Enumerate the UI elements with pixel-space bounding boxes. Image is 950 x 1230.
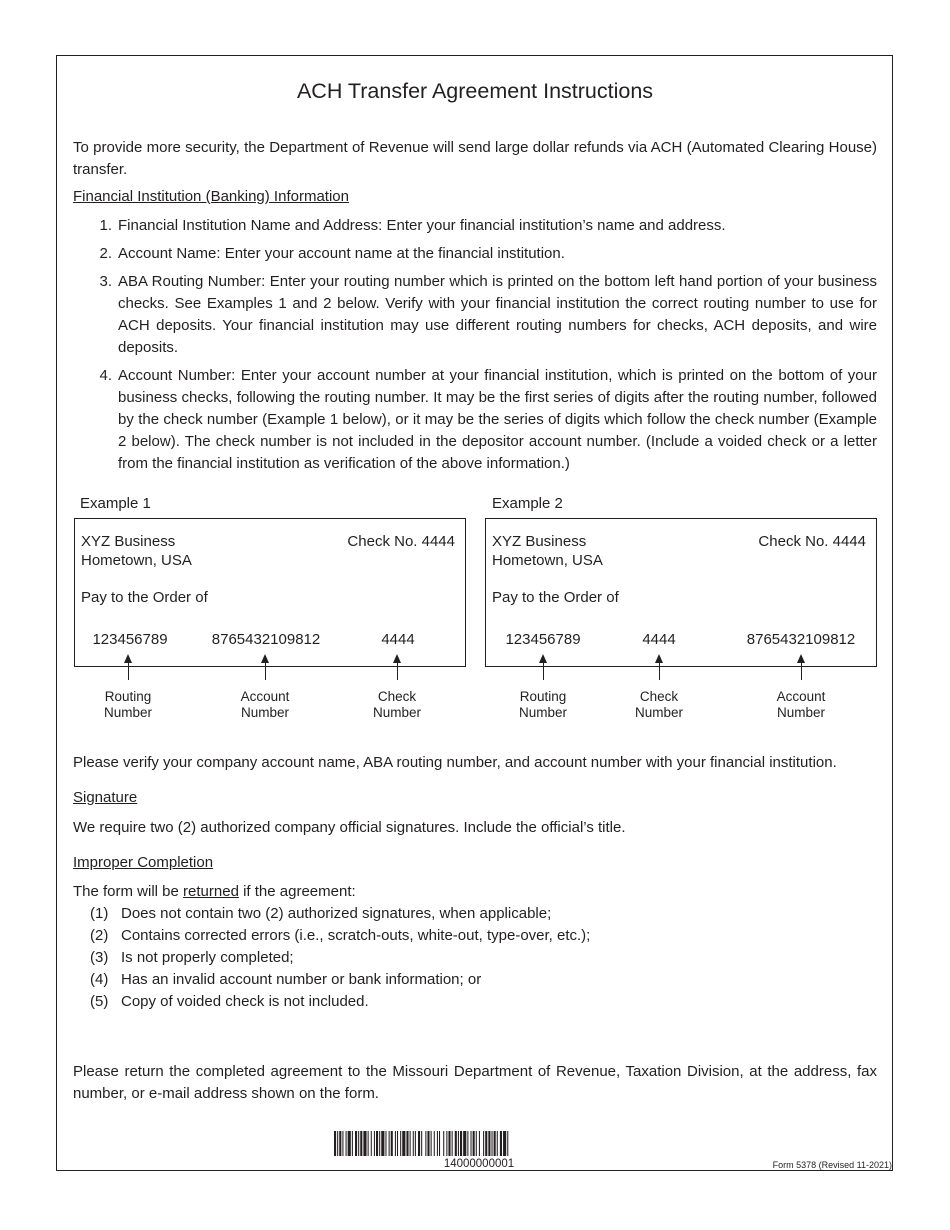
barcode-bar	[395, 1131, 396, 1156]
check-business-name: XYZ Business	[81, 533, 176, 550]
barcode-bar	[397, 1131, 398, 1156]
barcode-bar	[402, 1131, 405, 1156]
barcode-bar	[425, 1131, 426, 1156]
banking-heading: Financial Institution (Banking) Information	[73, 188, 349, 205]
form-id: Form 5378 (Revised 11-2021)	[772, 1160, 892, 1170]
arrow-up-icon	[659, 656, 660, 680]
returned-word: returned	[183, 883, 239, 900]
barcode-bar	[492, 1131, 493, 1156]
list-item	[90, 365, 877, 475]
barcode-bar	[488, 1131, 490, 1156]
check-check-digits: 4444	[381, 631, 415, 648]
barcode-bar	[410, 1131, 411, 1156]
barcode-bar	[507, 1131, 508, 1156]
barcode-bar	[371, 1131, 372, 1156]
barcode-bar	[485, 1131, 487, 1156]
barcode-bar	[406, 1131, 408, 1156]
caption-account: Account Number	[240, 689, 290, 720]
arrow-up-icon	[801, 656, 802, 680]
list-text: Account Name: Enter your account name at the financial institution.	[118, 245, 565, 262]
example-2-check	[485, 518, 877, 667]
check-business-location: Hometown, USA	[492, 552, 603, 569]
barcode-bar	[452, 1131, 453, 1156]
list-item	[90, 271, 877, 359]
check-account-digits: 8765432109812	[746, 631, 856, 648]
list-item: (3) Is not properly completed;	[90, 949, 294, 966]
list-item: (5) Copy of voided check is not included.	[90, 993, 369, 1010]
check-business-location: Hometown, USA	[81, 552, 192, 569]
arrow-up-icon	[543, 656, 544, 680]
example-1-check	[74, 518, 466, 667]
list-item: (2) Contains corrected errors (i.e., scratch-outs, white-out, type-over, etc.);	[90, 927, 591, 944]
example-2-label: Example 2	[492, 495, 563, 512]
barcode-bar	[418, 1131, 420, 1156]
barcode-bar	[473, 1131, 475, 1156]
barcode-bar	[431, 1131, 432, 1156]
barcode-bar	[337, 1131, 338, 1156]
signature-heading: Signature	[73, 789, 138, 806]
barcode-bar	[355, 1131, 357, 1156]
barcode-bar	[483, 1131, 484, 1156]
check-pay-to: Pay to the Order of	[492, 589, 619, 606]
barcode-bar	[368, 1131, 369, 1156]
barcode-number: 14000000001	[443, 1158, 515, 1170]
page-title: ACH Transfer Agreement Instructions	[296, 79, 654, 103]
list-item: (4) Has an invalid account number or bank information; or	[90, 971, 482, 988]
arrow-up-icon	[128, 656, 129, 680]
check-business-name: XYZ Business	[492, 533, 587, 550]
barcode-bar	[389, 1131, 390, 1156]
barcode-bar	[463, 1131, 466, 1156]
barcode-bar	[455, 1131, 457, 1156]
list-text: Account Number: Enter your account number at your financial institution, which is printed on the bottom of your business checks, following the routing number. It may be the first series of digits after the routing number, followed by the check number (Example 1 below), or it may be the series of digits which follow the check number (Example 2 below). The check number is not included in the depositor account number. (Include a voided check or a letter from the financial institution as verification of the above information.)	[118, 367, 877, 472]
list-number: 1.	[99, 217, 112, 234]
barcode-bar	[503, 1131, 506, 1156]
list-text: ABA Routing Number: Enter your routing number which is printed on the bottom left hand portion of your business checks. See Examples 1 and 2 below. Verify with your financial institution the correct routing number to use for ACH deposits. Your financial institution may use different routing numbers for checks, ACH deposits, and wire deposits.	[118, 273, 877, 356]
barcode-bar	[360, 1131, 362, 1156]
intro-paragraph: To provide more security, the Department of Revenue will send large dollar refunds via ACH (Automated Clearing House) transfer.	[73, 139, 877, 178]
barcode-bar	[500, 1131, 502, 1156]
barcode-bar	[439, 1131, 440, 1156]
returned-sentence: The form will be returned if the agreement:	[73, 883, 356, 900]
barcode-bar	[385, 1131, 386, 1156]
arrow-up-icon	[265, 656, 266, 680]
improper-list	[90, 903, 590, 1013]
barcode-bar	[467, 1131, 468, 1156]
barcode-bar	[352, 1131, 353, 1156]
banking-list	[90, 215, 877, 481]
list-item	[90, 243, 877, 265]
barcode-bar	[342, 1131, 343, 1156]
barcode-bar	[437, 1131, 438, 1156]
barcode-bar	[339, 1131, 341, 1156]
barcode-bar	[348, 1131, 351, 1156]
caption-check: Check Number	[372, 689, 421, 720]
check-routing-digits: 123456789	[92, 631, 168, 648]
barcode-bar	[400, 1131, 401, 1156]
list-number: 3.	[99, 273, 112, 290]
barcode-bar	[421, 1131, 422, 1156]
barcode-bar	[379, 1131, 380, 1156]
barcode-bar	[460, 1131, 462, 1156]
barcode-bar	[446, 1131, 447, 1156]
improper-heading: Improper Completion	[73, 854, 214, 871]
list-item: (1) Does not contain two (2) authorized signatures, when applicable;	[90, 905, 552, 922]
list-text: Financial Institution Name and Address: Enter your financial institution’s name and address.	[118, 217, 726, 234]
caption-routing: Routing Number	[518, 689, 567, 720]
barcode-bar	[471, 1131, 472, 1156]
barcode-bar	[427, 1131, 429, 1156]
caption-routing: Routing Number	[103, 689, 152, 720]
barcode-bar	[494, 1131, 496, 1156]
barcode-bar	[391, 1131, 393, 1156]
barcode-bar	[479, 1131, 480, 1156]
barcode-bar	[363, 1131, 366, 1156]
list-number: 2.	[99, 245, 112, 262]
list-number: 4.	[99, 367, 112, 384]
barcode-bar	[334, 1131, 336, 1156]
barcode-bar	[376, 1131, 378, 1156]
check-routing-digits: 123456789	[505, 631, 581, 648]
check-pay-to: Pay to the Order of	[81, 589, 208, 606]
check-check-digits: 4444	[642, 631, 676, 648]
caption-check: Check Number	[634, 689, 683, 720]
barcode-bar	[381, 1131, 384, 1156]
list-item	[90, 215, 877, 237]
barcode-bar	[413, 1131, 414, 1156]
example-1-label: Example 1	[80, 495, 151, 512]
check-number-label: Check No. 4444	[758, 533, 866, 550]
barcode-bar	[346, 1131, 347, 1156]
barcode-bar	[458, 1131, 459, 1156]
arrow-up-icon	[397, 656, 398, 680]
barcode	[334, 1131, 624, 1156]
check-number-label: Check No. 4444	[347, 533, 455, 550]
barcode-bar	[434, 1131, 435, 1156]
barcode-bar	[443, 1131, 444, 1156]
barcode-bar	[374, 1131, 375, 1156]
barcode-bar	[448, 1131, 450, 1156]
verify-paragraph: Please verify your company account name, ABA routing number, and account number with your financial institution.	[73, 754, 837, 771]
return-paragraph: Please return the completed agreement to the Missouri Department of Revenue, Taxation Division, at the address, fax number, or e-mail address shown on the form.	[73, 1063, 877, 1102]
check-account-digits: 8765432109812	[211, 631, 321, 648]
caption-account: Account Number	[776, 689, 826, 720]
barcode-bar	[476, 1131, 477, 1156]
barcode-bar	[497, 1131, 498, 1156]
barcode-bar	[358, 1131, 359, 1156]
signature-paragraph: We require two (2) authorized company official signatures. Include the official’s title.	[73, 819, 626, 836]
barcode-bar	[415, 1131, 416, 1156]
